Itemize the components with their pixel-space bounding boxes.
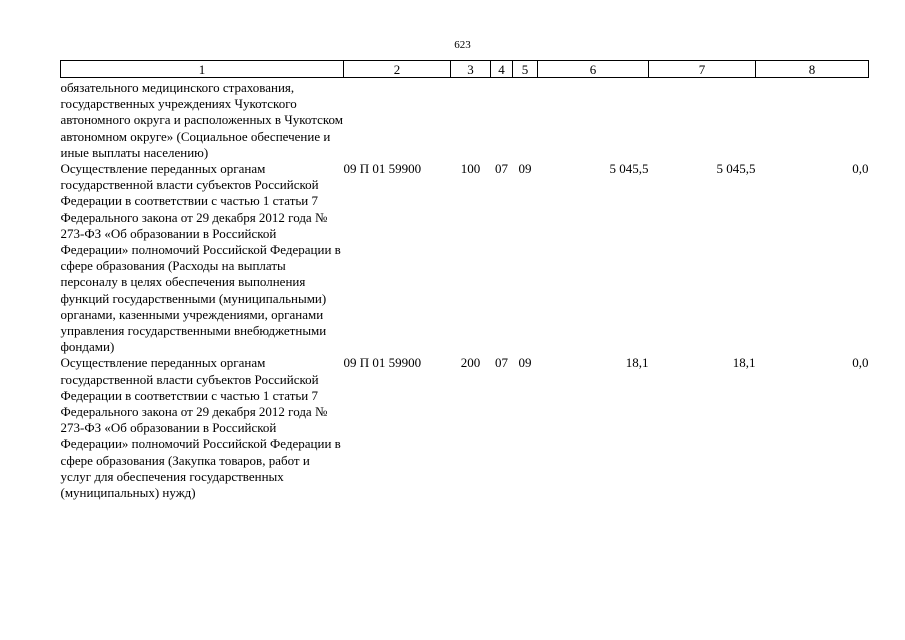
- budget-table: [60, 60, 869, 501]
- row-amount-8: [756, 78, 869, 162]
- row-expense-type: [451, 78, 491, 162]
- row-section: [491, 78, 513, 162]
- header-col-2: 2: [344, 61, 451, 78]
- table-row: [61, 78, 869, 162]
- row-name: Осуществление переданных органам государственной власти субъектов Российской Федерации в соответствии с частью 1 статьи 7 Федерального закона от 29 декабря 2012 года № 273-ФЗ «Об образовании в Российской Федерации» полномочий Российской Федерации в сфере образования (Расходы на выплаты персоналу в целях обеспечения выполнения функций государственными (муниципальными) органами, казенными учреждениями, органами управления государственными внебюджетными фондами): [60, 161, 341, 355]
- row-amount-7: 18,1: [732, 355, 756, 371]
- header-col-8: 8: [756, 61, 869, 78]
- row-subsection: 09: [518, 355, 532, 371]
- header-col-3: 3: [451, 61, 491, 78]
- row-expense-type: 100: [460, 161, 481, 177]
- header-col-1: 1: [61, 61, 344, 78]
- row-subsection: 09: [518, 161, 532, 177]
- page-number: 623: [454, 39, 471, 51]
- row-name: обязательного медицинского страхования, государственных учреждениях Чукотского автономного округа и расположенных в Чукотском автономном округе» (Социальное обеспечение и иные выплаты населению): [60, 80, 343, 160]
- table-row: [61, 355, 869, 501]
- row-subsection: [513, 78, 538, 162]
- row-expense-type: 200: [460, 355, 481, 371]
- row-section: 07: [495, 161, 508, 177]
- header-col-5: 5: [513, 61, 538, 78]
- header-row: [61, 61, 869, 78]
- row-target-article: 09 П 01 59900: [343, 161, 422, 177]
- row-amount-8: 0,0: [852, 355, 869, 371]
- row-target-article: 09 П 01 59900: [343, 355, 422, 371]
- row-amount-6: 5 045,5: [609, 161, 649, 177]
- header-col-6: 6: [538, 61, 649, 78]
- row-name: Осуществление переданных органам государственной власти субъектов Российской Федерации в соответствии с частью 1 статьи 7 Федерального закона от 29 декабря 2012 года № 273-ФЗ «Об образовании в Российской Федерации» полномочий Российской Федерации в сфере образования (Закупка товаров, работ и услуг для обеспечения государственных (муниципальных) нужд): [60, 355, 341, 501]
- row-amount-7: 5 045,5: [716, 161, 756, 177]
- row-amount-8: 0,0: [852, 161, 869, 177]
- row-target-article: [344, 78, 451, 162]
- row-section: 07: [495, 355, 508, 371]
- header-col-7: 7: [649, 61, 756, 78]
- header-col-4: 4: [491, 61, 513, 78]
- table-row: [61, 161, 869, 355]
- row-amount-6: [538, 78, 649, 162]
- row-amount-7: [649, 78, 756, 162]
- row-amount-6: 18,1: [625, 355, 649, 371]
